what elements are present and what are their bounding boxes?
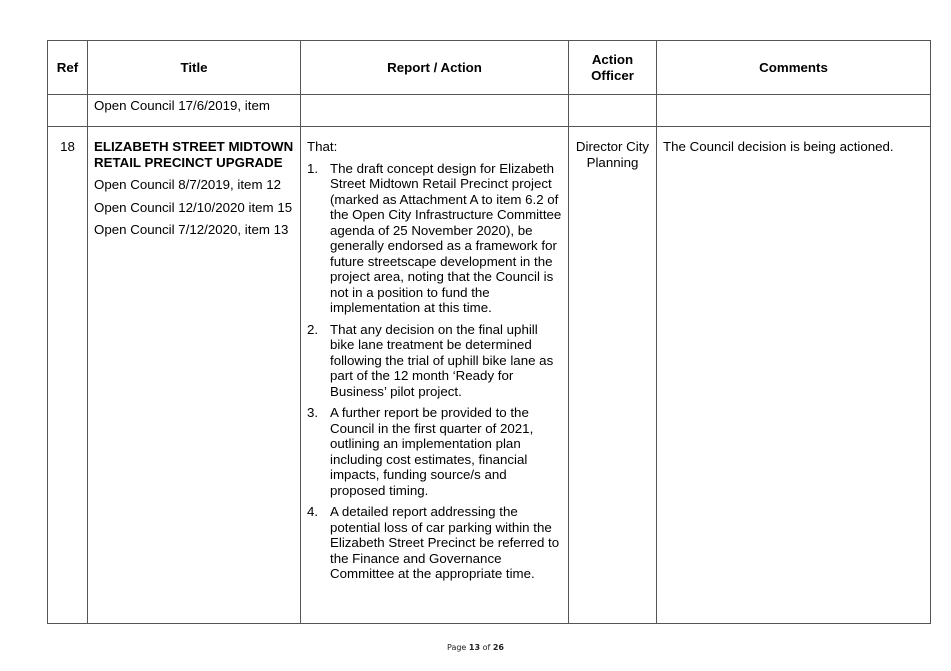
title-cell	[88, 127, 301, 624]
header-officer-line1: Action	[591, 52, 634, 67]
page-label: Page	[446, 643, 467, 652]
meeting-ref: Open Council 8/7/2019, item 12	[94, 177, 282, 192]
cont-comments-cell	[657, 95, 931, 127]
list-item	[307, 504, 562, 582]
action-list	[307, 161, 562, 582]
table-row	[48, 127, 931, 624]
ref-cell: 18	[48, 127, 88, 624]
action-text: The draft concept design for Elizabeth Street Midtown Retail Precinct project (marked as Attachment A to item 6.2 of the Open City Infrastructure Committee agenda of 25 November 2020), be generally endorsed as a framework for future streetscape development in the project area, noting that the Council is not in a position to fund the implementation at this time.	[330, 160, 562, 315]
meeting-ref: Open Council 7/12/2020, item 13	[94, 222, 289, 237]
action-text: A detailed report addressing the potential loss of car parking within the Elizabeth Street Precinct be referred to the Finance and Governance Committee at the appropriate time.	[330, 504, 560, 581]
actions-table	[47, 40, 931, 624]
header-row	[48, 41, 931, 95]
header-officer-line2: Officer	[591, 67, 634, 83]
header-report-action: Report / Action	[301, 41, 569, 95]
action-number: 2.	[307, 321, 319, 337]
list-item	[307, 161, 562, 316]
list-item	[307, 405, 562, 498]
cont-title-cell	[88, 95, 301, 127]
cont-report-cell	[301, 95, 569, 127]
page-current: 13	[468, 643, 481, 652]
list-item	[307, 322, 562, 400]
page-total: 26	[492, 643, 504, 652]
page-footer	[0, 643, 951, 652]
header-ref: Ref	[48, 41, 88, 95]
action-number: 1.	[307, 160, 319, 176]
action-text: A further report be provided to the Council in the first quarter of 2021, outlining an implementation plan including cost estimates, financial impacts, funding source/s and proposed timing.	[330, 405, 534, 498]
header-comments: Comments	[657, 41, 931, 95]
item-title: ELIZABETH STREET MIDTOWN RETAIL PRECINCT UPGRADE	[94, 139, 294, 170]
comments-cell: The Council decision is being actioned.	[657, 127, 931, 624]
header-action-officer	[569, 41, 657, 95]
header-title: Title	[88, 41, 301, 95]
cont-title-text: Open Council 17/6/2019, item	[94, 98, 270, 113]
report-action-cell	[301, 127, 569, 624]
report-intro: That:	[307, 139, 338, 154]
cont-ref-cell	[48, 95, 88, 127]
action-text: That any decision on the final uphill bike lane treatment be determined following the trial of uphill bike lane as part of the 12 month ‘Ready for Business’ pilot project.	[330, 321, 554, 399]
continuation-row	[48, 95, 931, 127]
action-number: 4.	[307, 504, 319, 519]
cont-officer-cell	[569, 95, 657, 127]
action-officer-cell: Director City Planning	[569, 127, 657, 624]
action-number: 3.	[307, 405, 319, 420]
page-of: of	[482, 643, 491, 652]
meeting-ref: Open Council 12/10/2020 item 15	[94, 199, 293, 215]
